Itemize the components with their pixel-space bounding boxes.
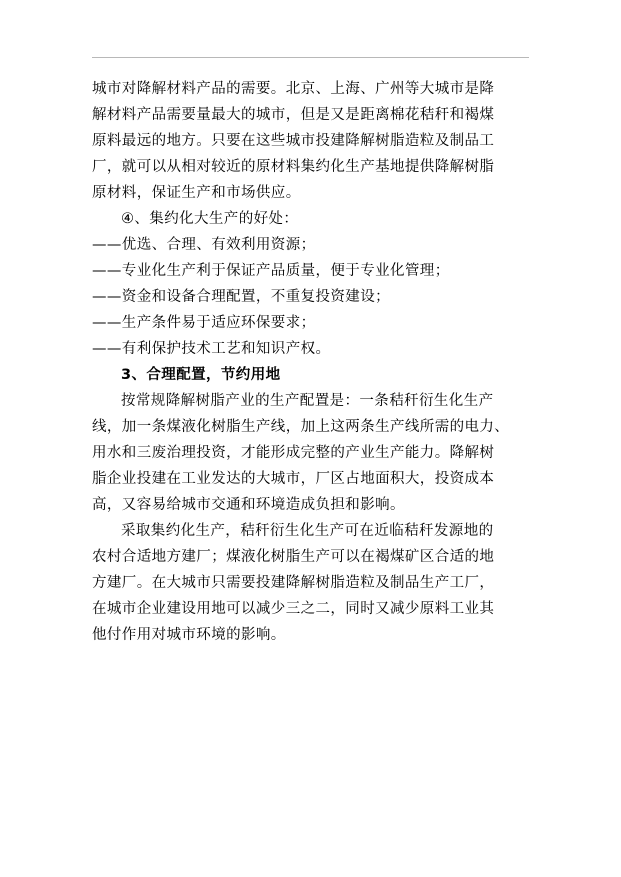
list-item-benefit	[92, 336, 532, 362]
paragraph-intensive-production	[92, 518, 532, 648]
text-line: ——资金和设备合理配置，不重复投资建设；	[92, 289, 390, 305]
section-heading	[92, 362, 532, 388]
text-line: 按常规降解树脂产业的生产配置是：一条秸秆衍生化生产	[121, 393, 494, 409]
text-line: 厂，就可以从相对较近的原材料集约化生产基地提供降解树脂	[92, 159, 495, 175]
text-line: 用水和三废治理投资，才能形成完整的产业生产能力。降解树	[92, 445, 495, 461]
text-line: 在城市企业建设用地可以减少三之二，同时又减少原料工业其	[92, 601, 495, 617]
text-line: ——有利保护技术工艺和知识产权。	[92, 341, 331, 357]
text-line: ——优选、合理、有效利用资源；	[92, 237, 316, 253]
text-line: 原料最远的地方。只要在这些城市投建降解树脂造粒及制品工	[92, 133, 495, 149]
text-line: 解材料产品需要量最大的城市，但是又是距离棉花秸秆和褐煤	[92, 107, 495, 123]
paragraph-raw-material-demand	[92, 76, 532, 206]
text-line: 线，加一条煤液化树脂生产线，加上这两条生产线所需的电力、	[92, 419, 510, 435]
text-line: ——生产条件易于适应环保要求；	[92, 315, 316, 331]
list-item-benefit	[92, 258, 532, 284]
text-line: 原材料，保证生产和市场供应。	[92, 185, 301, 201]
paragraph-benefits-heading	[92, 206, 532, 232]
list-item-benefit	[92, 284, 532, 310]
text-line: 城市对降解材料产品的需要。北京、上海、广州等大城市是降	[92, 81, 495, 97]
text-line: 他付作用对城市环境的影响。	[92, 627, 286, 643]
paragraph-conventional-config	[92, 388, 532, 518]
list-item-benefit	[92, 232, 532, 258]
document-body	[92, 76, 532, 648]
text-line: 方建厂。在大城市只需要投建降解树脂造粒及制品生产工厂，	[92, 575, 495, 591]
header-rule	[92, 57, 529, 58]
text-line: 高，又容易给城市交通和环境造成负担和影响。	[92, 497, 405, 513]
text-line: 脂企业投建在工业发达的大城市，厂区占地面积大，投资成本	[92, 471, 495, 487]
text-line: ④、集约化大生产的好处：	[121, 211, 299, 227]
text-line: 3、合理配置，节约用地	[121, 367, 281, 383]
list-item-benefit	[92, 310, 532, 336]
text-line: 农村合适地方建厂；煤液化树脂生产可以在褐煤矿区合适的地	[92, 549, 495, 565]
text-line: ——专业化生产利于保证产品质量，便于专业化管理；	[92, 263, 450, 279]
text-line: 采取集约化生产，秸秆衍生化生产可在近临秸秆发源地的	[121, 523, 494, 539]
